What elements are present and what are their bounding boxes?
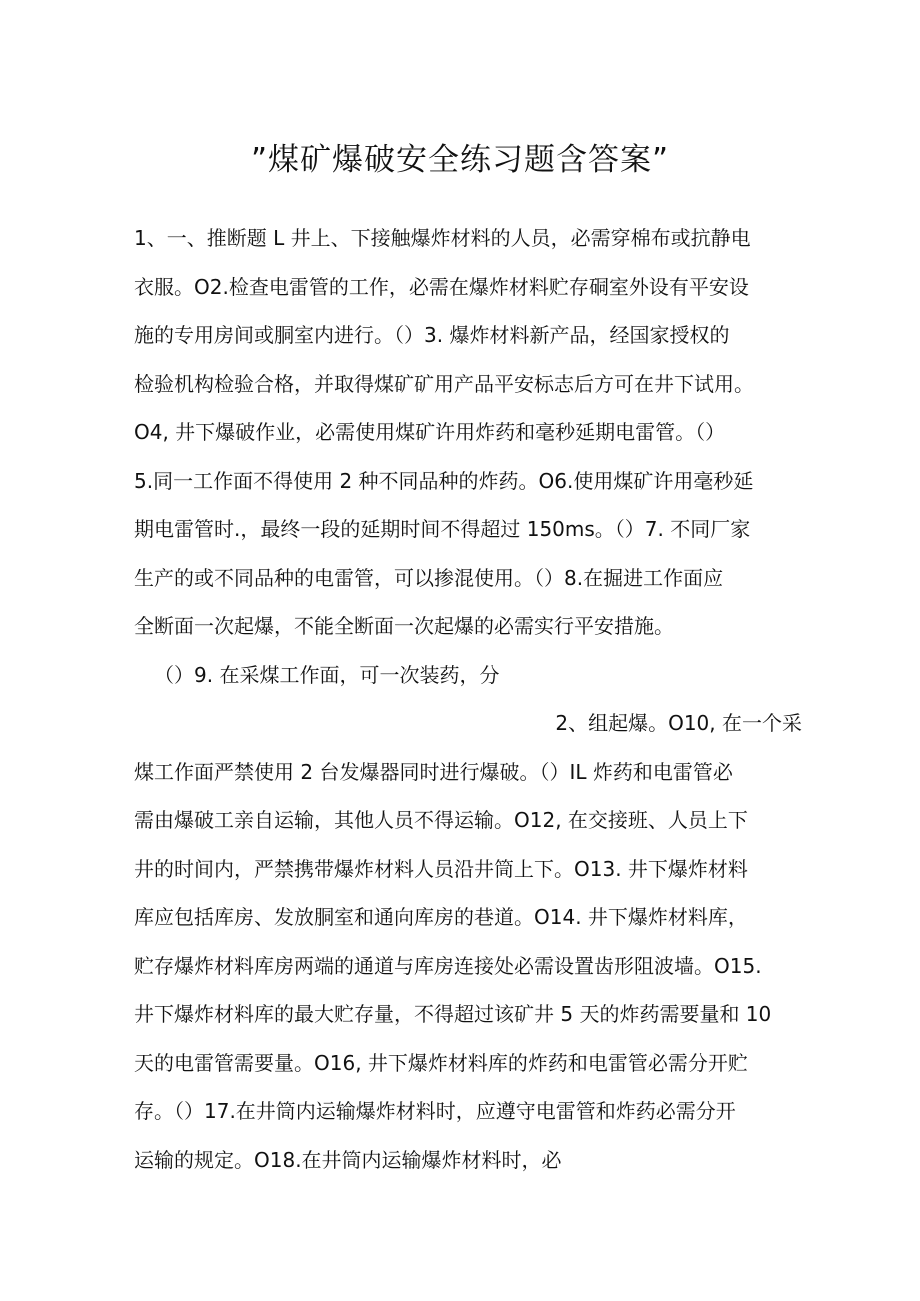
text-line: 施的专用房间或胴室内进行。（）3. 爆炸材料新产品，经国家授权的 — [134, 323, 730, 347]
text-line: O4, 井下爆破作业，必需使用煤矿许用炸药和毫秒延期电雷管。（） — [134, 420, 726, 444]
document-title: ”煤矿爆破安全练习题含答案” — [250, 142, 670, 178]
text-line: 天的电雷管需要量。O16, 井下爆炸材料库的炸药和电雷管必需分开贮 — [134, 1050, 748, 1075]
text-line: （）9. 在采煤工作面，可一次装药，分 — [154, 662, 500, 687]
text-line: 全断面一次起爆，不能全断面一次起爆的必需实行平安措施。 — [134, 614, 674, 638]
text-line: 库应包括库房、发放胴室和通向库房的巷道。O14. 井下爆炸材料库， — [134, 905, 748, 929]
text-line: 期电雷管时.，最终一段的延期时间不得超过 150ms。（）7. 不同厂家 — [134, 517, 751, 541]
text-line: 2、组起爆。O10, 在一个采 — [555, 711, 802, 735]
text-line: 运输的规定。O18.在井筒内运输爆炸材料时，必 — [134, 1147, 562, 1172]
text-line: 1、一、推断题 L 井上、下接触爆炸材料的人员，必需穿棉布或抗静电 — [134, 226, 751, 250]
text-line: 衣服。O2.检查电雷管的工作，必需在爆炸材料贮存硐室外设有平安设 — [134, 274, 749, 299]
text-line: 5.同一工作面不得使用 2 种不同品种的炸药。O6.使用煤矿许用毫秒延 — [134, 468, 754, 493]
text-line: 存。（）17.在井筒内运输爆炸材料时，应遵守电雷管和炸药必需分开 — [134, 1099, 736, 1123]
document-body — [134, 214, 814, 1184]
text-line: 检验机构检验合格，并取得煤矿矿用产品平安标志后方可在井下试用。 — [134, 371, 754, 396]
text-line: 生产的或不同品种的电雷管，可以掺混使用。（）8.在掘进工作面应 — [134, 565, 724, 590]
text-line: 需由爆破工亲自运输，其他人员不得运输。O12, 在交接班、人员上下 — [134, 808, 748, 832]
text-line: 贮存爆炸材料库房两端的通道与库房连接处必需设置齿形阻波墙。O15. — [134, 953, 762, 978]
text-line: 井下爆炸材料库的最大贮存量，不得超过该矿井 5 天的炸药需要量和 10 — [134, 1002, 772, 1026]
text-line: 井的时间内，严禁携带爆炸材料人员沿井筒上下。O13. 井下爆炸材料 — [134, 856, 748, 881]
text-line: 煤工作面严禁使用 2 台发爆器同时进行爆破。（）IL 炸药和电雷管必 — [134, 759, 733, 784]
